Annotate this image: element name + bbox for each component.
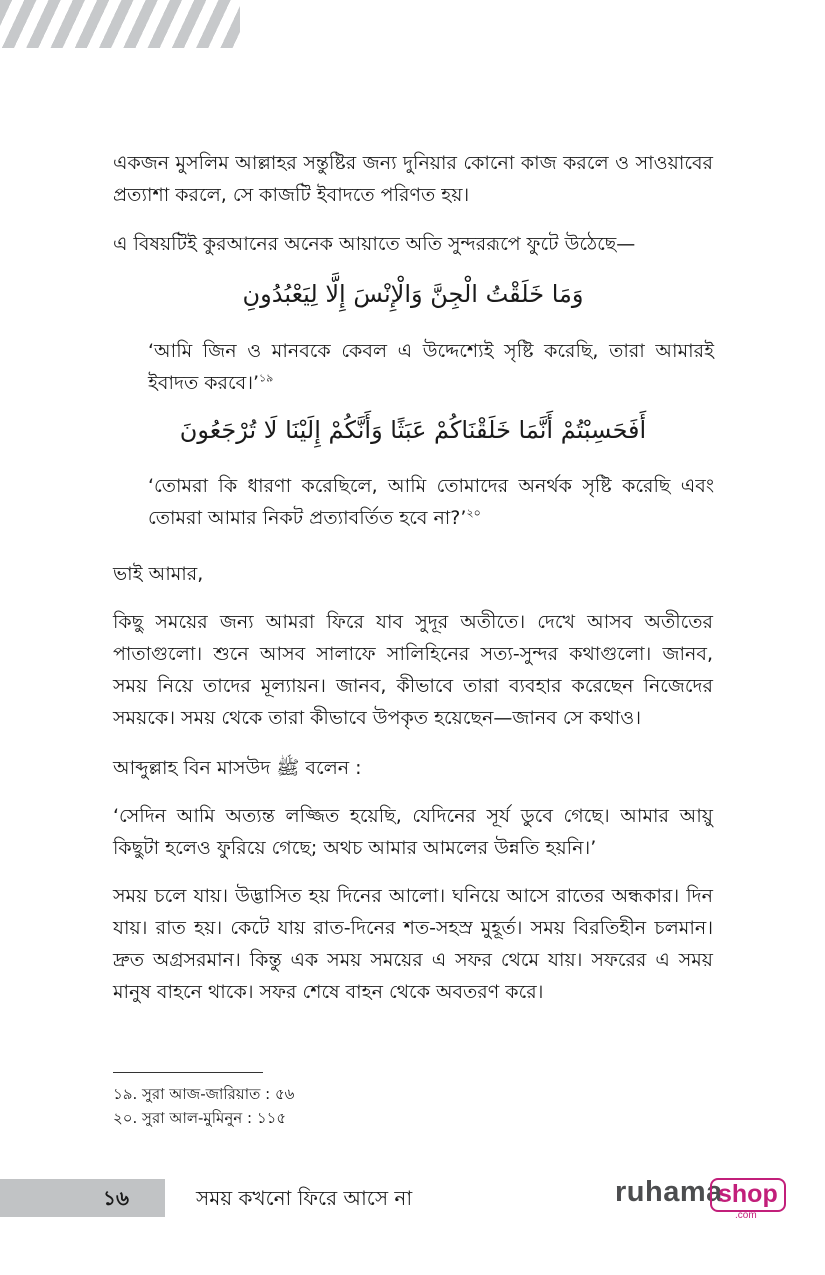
paragraph-intro: একজন মুসলিম আল্লাহর সন্তুষ্টির জন্য দুনিয়ার কোনো কাজ করলে ও সাওয়াবের প্রত্যাশা করলে, সে কাজটি ইবাদতে পরিণত হয়। — [113, 152, 713, 206]
logo-word: ruhama — [615, 1176, 723, 1208]
arabic-verse-1: وَمَا خَلَقْتُ الْجِنَّ وَالْإِنْسَ إِلَّا لِيَعْبُدُونِ — [242, 280, 584, 308]
footnote-ref-19: ১৯ — [259, 371, 274, 385]
paragraph-lead-in: এ বিষয়টিই কুরআনের অনেক আয়াতে অতি সুন্দররূপে ফুটে উঠেছে— — [113, 233, 636, 255]
ruhamashop-logo — [615, 1174, 780, 1224]
book-title: সময় কখনো ফিরে আসে না — [196, 1186, 413, 1210]
footnote-ref-20: ২০ — [466, 506, 481, 520]
logo-shop-badge: shop — [710, 1178, 786, 1212]
arabic-verse-2: أَفَحَسِبْتُمْ أَنَّمَا خَلَقْنَاكُمْ عَبَثًا وَأَنَّكُمْ إِلَيْنَا لَا تُرْجَعُونَ — [179, 416, 647, 444]
footnote-19: ১৯. সুরা আজ-জারিয়াত : ৫৬ — [113, 1085, 295, 1103]
footer-bar — [0, 1179, 165, 1217]
logo-domain: .com — [735, 1210, 757, 1221]
paragraph-attribution: আব্দুল্লাহ বিন মাসউদ ﷺ বলেন : — [113, 757, 362, 779]
paragraph-history: কিছু সময়ের জন্য আমরা ফিরে যাব সুদূর অতীতে। দেখে আসব অতীতের পাতাগুলো। শুনে আসব সালাফে সালিহিনের সত্য-সুন্দর কথাগুলো। জানব, সময় নিয়ে তাদের মূল্যায়ন। জানব, কীভাবে তারা ব্যবহার করেছেন নিজেদের সময়কে। সময় থেকে তারা কীভাবে উপকৃত হয়েছেন—জানব সে কথাও। — [113, 611, 713, 729]
paragraph-quote-ibn-masud: ‘সেদিন আমি অত্যন্ত লজ্জিত হয়েছি, যেদিনের সূর্য ডুবে গেছে। আমার আয়ু কিছুটা হলেও ফুরিয়ে গেছে; অথচ আমার আমলের উন্নতি হয়নি।’ — [113, 805, 713, 859]
paragraph-address: ভাই আমার, — [113, 563, 204, 585]
quote-text: ‘আমি জিন ও মানবকে কেবল এ উদ্দেশ্যেই সৃষ্টি করেছি, তারা আমারই ইবাদত করবে।’ — [148, 340, 714, 394]
decorative-stripes — [0, 0, 240, 48]
footnote-20: ২০. সুরা আল-মুমিনুন : ১১৫ — [113, 1109, 287, 1127]
page-number: ১৬ — [103, 1186, 129, 1210]
paragraph-time-passes: সময় চলে যায়। উদ্ভাসিত হয় দিনের আলো। ঘনিয়ে আসে রাতের অন্ধকার। দিন যায়। রাত হয়। কেটে যায় রাত-দিনের শত-সহস্র মুহূর্ত। সময় বিরতিহীন চলমান। দ্রুত অগ্রসরমান। কিন্তু এক সময় সময়ের এ সফর থেমে যায়। সফরের এ সময় মানুষ বাহনে থাকে। সফর শেষে বাহন থেকে অবতরণ করে। — [113, 885, 713, 1003]
footnote-divider — [113, 1072, 263, 1073]
quote-translation-1 — [148, 335, 714, 399]
quote-text: ‘তোমরা কি ধারণা করেছিলে, আমি তোমাদের অনর্থক সৃষ্টি করেছি এবং তোমরা আমার নিকট প্রত্যাবর্তিত হবে না?’ — [148, 475, 714, 529]
quote-translation-2 — [148, 470, 714, 534]
